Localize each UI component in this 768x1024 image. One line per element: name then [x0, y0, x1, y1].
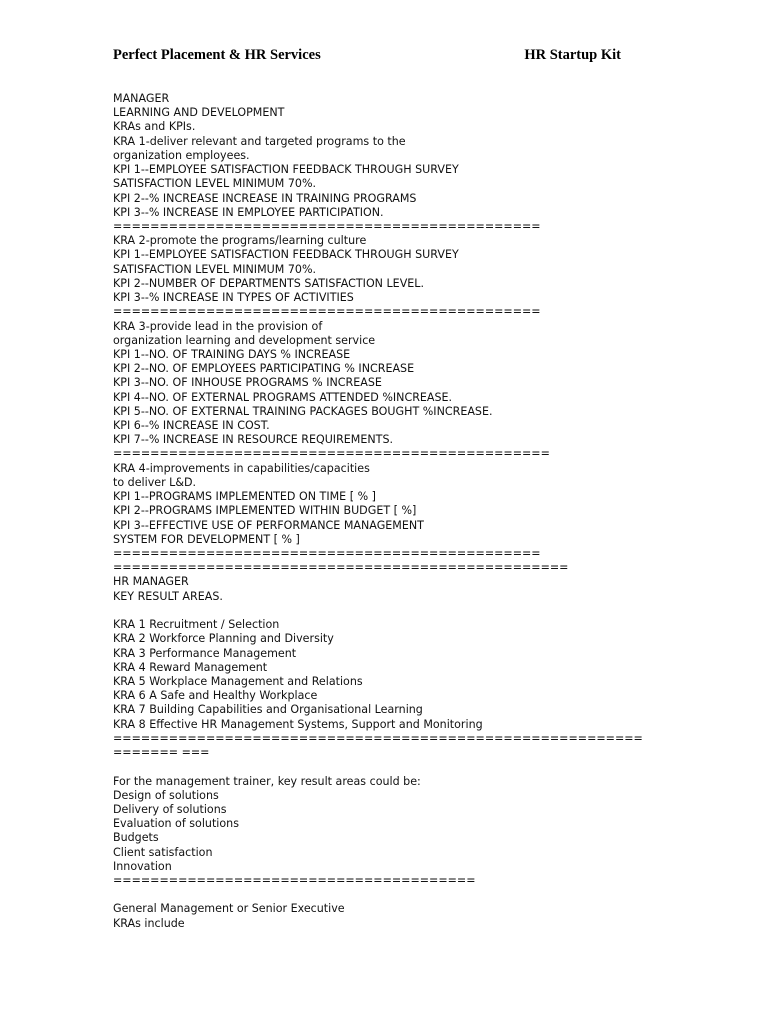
text-line: KPI 3--EFFECTIVE USE OF PERFORMANCE MANAGEMENT: [113, 518, 424, 532]
text-line: to deliver L&D.: [113, 475, 197, 489]
text-line: General Management or Senior Executive: [113, 902, 345, 916]
text-line: KPI 6--% INCREASE IN COST.: [113, 419, 270, 433]
text-line: KRA 4 Reward Management: [113, 660, 268, 674]
text-line: KPI 1--EMPLOYEE SATISFACTION FEEDBACK THROUGH SURVEY: [113, 163, 459, 177]
text-line: ==============================================: [113, 547, 541, 560]
text-line: organization employees.: [113, 148, 250, 162]
text-line: KPI 1--NO. OF TRAINING DAYS % INCREASE: [113, 347, 351, 361]
text-line: KRA 5 Workplace Management and Relations: [113, 674, 363, 688]
text-line: Client satisfaction: [113, 845, 213, 859]
text-line: KRAs include: [113, 916, 185, 930]
page-header: [113, 47, 621, 67]
text-line: SATISFACTION LEVEL MINIMUM 70%.: [113, 262, 317, 276]
text-line: =================================================: [113, 561, 569, 575]
text-line: [113, 760, 753, 774]
text-line: SATISFACTION LEVEL MINIMUM 70%.: [113, 177, 317, 191]
text-line: organization learning and development service: [113, 333, 376, 347]
text-line: KPI 3--% INCREASE IN EMPLOYEE PARTICIPATION.: [113, 205, 384, 219]
text-line: KRA 1-deliver relevant and targeted programs to the: [113, 134, 406, 148]
text-line: KPI 1--EMPLOYEE SATISFACTION FEEDBACK THROUGH SURVEY: [113, 248, 459, 262]
text-line: Budgets: [113, 831, 159, 845]
text-line: KRA 3 Performance Management: [113, 646, 297, 660]
text-line: MANAGER: [113, 92, 170, 105]
text-line: KRA 2-promote the programs/learning culture: [113, 234, 367, 248]
text-line: KRA 2 Workforce Planning and Diversity: [113, 632, 334, 646]
text-line: [113, 604, 753, 618]
header-company-name: Perfect Placement & HR Services: [113, 47, 321, 63]
text-line: ===============================================: [113, 447, 550, 461]
text-line: KPI 5--NO. OF EXTERNAL TRAINING PACKAGES BOUGHT %INCREASE.: [113, 404, 493, 418]
text-line: For the management trainer, key result areas could be:: [113, 774, 421, 788]
text-line: Design of solutions: [113, 788, 219, 802]
text-line: KPI 3--% INCREASE IN TYPES OF ACTIVITIES: [113, 291, 354, 305]
text-line: Delivery of solutions: [113, 802, 227, 816]
text-line: KEY RESULT AREAS.: [113, 589, 223, 603]
text-line: KRA 7 Building Capabilities and Organisational Learning: [113, 703, 423, 717]
text-line: =========================================================: [113, 731, 643, 745]
text-line: KPI 2--NUMBER OF DEPARTMENTS SATISFACTION LEVEL.: [113, 276, 425, 290]
text-line: ==============================================: [113, 305, 541, 319]
text-line: KRA 8 Effective HR Management Systems, Support and Monitoring: [113, 717, 483, 731]
text-line: [113, 888, 753, 902]
text-line: KPI 3--NO. OF INHOUSE PROGRAMS % INCREASE: [113, 376, 382, 390]
text-line: ==============================================: [113, 219, 541, 233]
text-line: KPI 2--NO. OF EMPLOYEES PARTICIPATING % INCREASE: [113, 362, 415, 376]
text-line: SYSTEM FOR DEVELOPMENT [ % ]: [113, 532, 300, 546]
text-line: Innovation: [113, 859, 172, 873]
text-line: KRA 4-improvements in capabilities/capacities: [113, 461, 370, 475]
document-body: [113, 92, 753, 931]
text-line: LEARNING AND DEVELOPMENT: [113, 106, 285, 120]
text-line: KRA 3-provide lead in the provision of: [113, 319, 323, 333]
text-line: KRA 1 Recruitment / Selection: [113, 618, 280, 632]
text-line: KRAs and KPIs.: [113, 120, 196, 134]
text-line: Evaluation of solutions: [113, 817, 239, 831]
text-line: KRA 6 A Safe and Healthy Workplace: [113, 689, 318, 703]
text-line: KPI 2--PROGRAMS IMPLEMENTED WITHIN BUDGET [ %]: [113, 504, 417, 518]
text-line: KPI 1--PROGRAMS IMPLEMENTED ON TIME [ % ]: [113, 490, 376, 504]
text-line: HR MANAGER: [113, 575, 189, 589]
text-line: ======= ===: [113, 746, 210, 760]
header-document-title: HR Startup Kit: [524, 47, 621, 63]
text-line: KPI 7--% INCREASE IN RESOURCE REQUIREMENTS.: [113, 433, 394, 447]
text-line: KPI 4--NO. OF EXTERNAL PROGRAMS ATTENDED %INCREASE.: [113, 390, 453, 404]
text-line: KPI 2--% INCREASE INCREASE IN TRAINING PROGRAMS: [113, 191, 417, 205]
text-line: =======================================: [113, 874, 476, 888]
